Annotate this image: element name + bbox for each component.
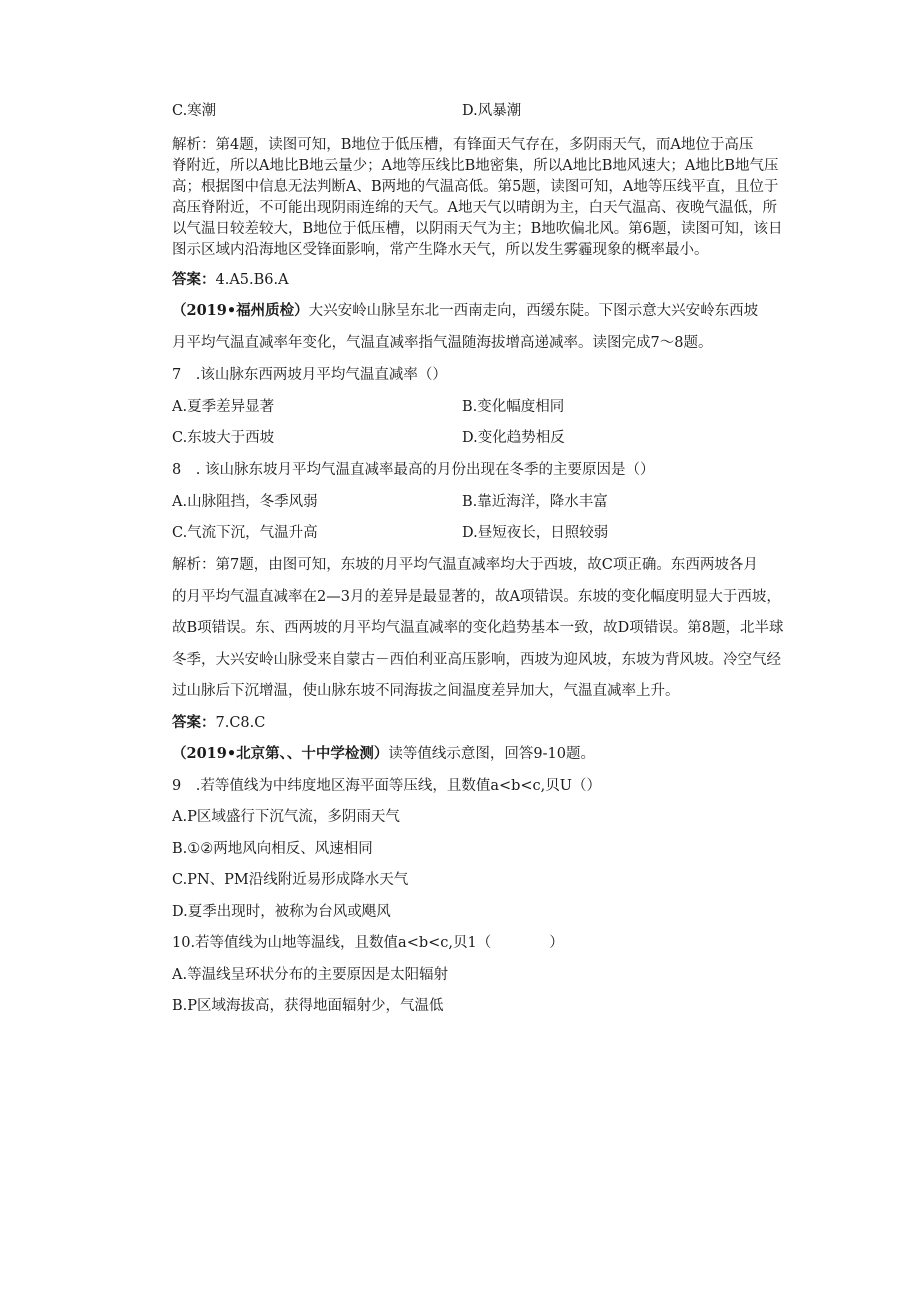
analysis-line: 高压脊附近，不可能出现阴雨连绵的天气。A地天气以晴朗为主，白天气温高、夜晚气温低，所 — [172, 200, 777, 216]
intro-7-8 — [172, 301, 758, 321]
analysis-line: 冬季，大兴安岭山脉受来自蒙古－西伯利亚高压影响，西坡为迎风坡，东坡为背风坡。冷空气经 — [172, 652, 781, 668]
q7-stem: 7 .该山脉东西两坡月平均气温直减率（） — [172, 367, 447, 383]
analysis-line: 以气温日较差较大，B地位于低压槽，以阴雨天气为主；B地吹偏北风。第6题，读图可知，该日 — [172, 221, 783, 237]
answer-label: 答案： — [172, 714, 216, 731]
q9-option-d: D.夏季出现时，被称为台风或飓风 — [172, 904, 391, 920]
q3-option-c: C.寒潮 — [172, 103, 217, 119]
analysis-line: 解析：第7题，由图可知，东坡的月平均气温直减率均大于西坡，故C项正确。东西两坡各月 — [172, 557, 758, 573]
q10-option-a: A.等温线呈环状分布的主要原因是太阳辐射 — [172, 967, 449, 983]
source-tag: （2019•福州质检） — [172, 302, 309, 319]
q8-option-d: D.昼短夜长，日照较弱 — [462, 525, 609, 541]
analysis-line: 脊附近，所以A地比B地云量少；A地等压线比B地密集，所以A地比B地风速大；A地比B地气压 — [172, 158, 779, 174]
intro-9-10 — [172, 744, 595, 764]
answer-value: 7.C8.C — [215, 715, 266, 731]
q7-option-c: C.东坡大于西坡 — [172, 430, 275, 446]
analysis-line: 故B项错误。东、西两坡的月平均气温直减率的变化趋势基本一致，故D项错误。第8题，北半球 — [172, 620, 784, 636]
q7-option-d: D.变化趋势相反 — [462, 430, 565, 446]
answer-4-6 — [172, 270, 289, 290]
analysis-line: 图示区域内沿海地区受锋面影响，常产生降水天气，所以发生雾霾现象的概率最小。 — [172, 242, 709, 258]
q3-option-d: D.风暴潮 — [462, 103, 522, 119]
q8-option-a: A.山脉阻挡，冬季风弱 — [172, 494, 318, 510]
q8-option-c: C.气流下沉，气温升高 — [172, 525, 318, 541]
q7-option-b: B.变化幅度相同 — [462, 399, 565, 415]
intro-text: 读等值线示意图，回答9-10题。 — [388, 746, 595, 762]
q10-option-b: B.P区域海拔高，获得地面辐射少，气温低 — [172, 998, 444, 1014]
q9-stem: 9 .若等值线为中纬度地区海平面等压线，且数值a<b<c,贝U（） — [172, 778, 602, 794]
q8-stem: 8 . 该山脉东坡月平均气温直减率最高的月份出现在冬季的主要原因是（） — [172, 462, 655, 478]
q9-option-c: C.PN、PM沿线附近易形成降水天气 — [172, 872, 409, 888]
analysis-line: 高；根据图中信息无法判断A、B两地的气温高低。第5题，读图可知，A地等压线平直，且位于 — [172, 179, 779, 195]
answer-label: 答案： — [172, 271, 216, 288]
answer-7-8 — [172, 713, 265, 733]
analysis-line: 过山脉后下沉增温，使山脉东坡不同海拔之间温度差异加大，气温直减率上升。 — [172, 683, 680, 699]
q9-option-b: B.①②两地风向相反、风速相同 — [172, 841, 373, 857]
analysis-line: 解析：第4题，读图可知，B地位于低压槽，有锋面天气存在，多阴雨天气，而A地位于高压 — [172, 137, 754, 153]
q10-stem: 10.若等值线为山地等温线，且数值a<b<c,贝1（ ） — [172, 935, 564, 951]
analysis-line: 的月平均气温直减率在2—3月的差异是最显著的，故A项错误。东坡的变化幅度明显大于西坡， — [172, 589, 781, 605]
intro-line: 月平均气温直减率年变化，气温直减率指气温随海拔增高递减率。读图完成7〜8题。 — [172, 335, 713, 351]
q7-option-a: A.夏季差异显著 — [172, 399, 275, 415]
source-tag: （2019•北京第、、十中学检测） — [172, 745, 389, 762]
q9-option-a: A.P区域盛行下沉气流，多阴雨天气 — [172, 809, 400, 825]
q8-option-b: B.靠近海洋，降水丰富 — [462, 494, 608, 510]
intro-text: 大兴安岭山脉呈东北一西南走向，西缓东陡。下图示意大兴安岭东西坡 — [308, 303, 759, 319]
answer-value: 4.A5.B6.A — [215, 272, 289, 288]
